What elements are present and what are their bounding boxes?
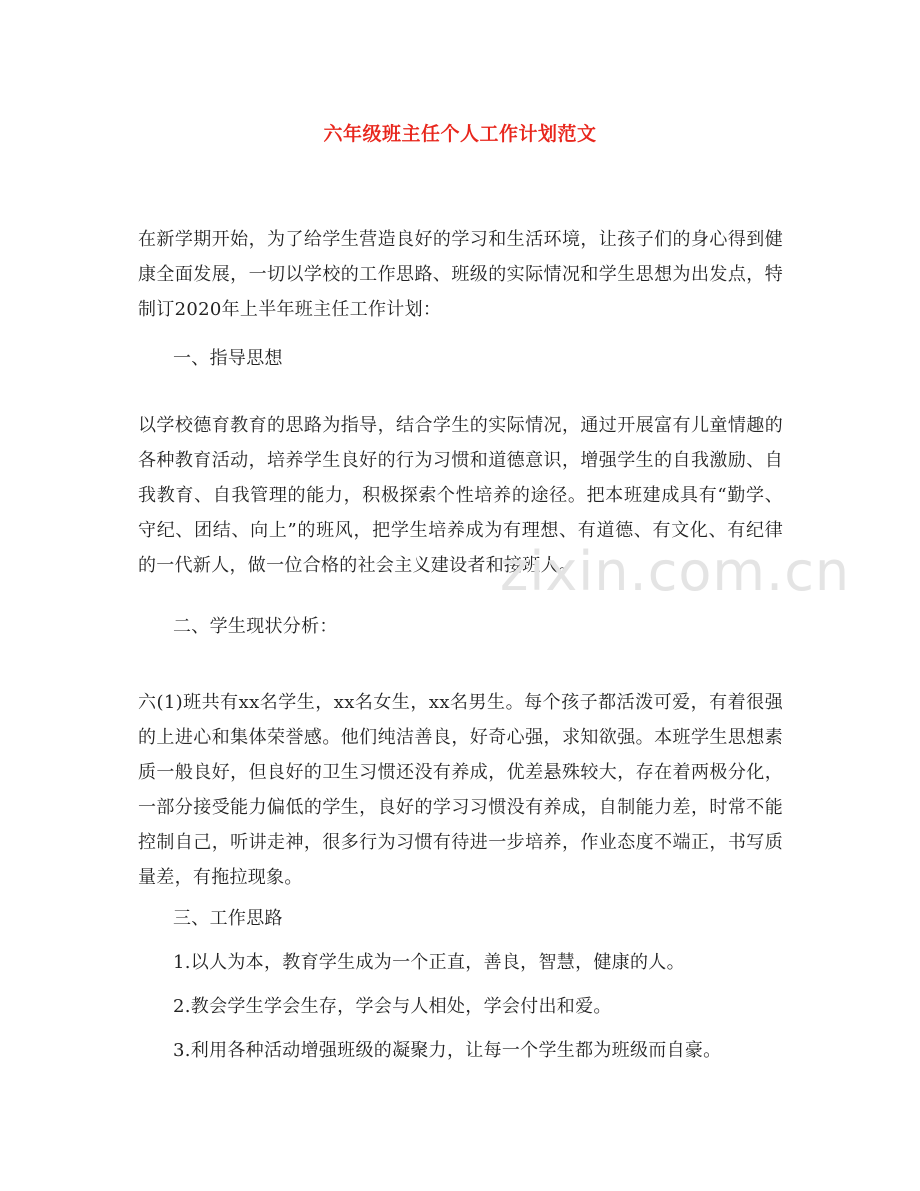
section3-heading: 三、工作思路 — [173, 908, 283, 929]
document-title: 六年级班主任个人工作计划范文 — [323, 123, 597, 145]
section2-paragraph: 六(1)班共有xx名学生，xx名女生，xx名男生。每个孩子都活泼可爱，有着很强的上进心和集体荣誉感。他们纯洁善良，好奇心强，求知欲强。本班学生思想素质一般良好，但良好的卫生习惯还没有养成，优差悬殊较大，存在着两极分化，一部分接受能力偏低的学生，良好的学习习惯没有养成，自制能力差，时常不能控制自己，听讲走神，很多行为习惯有待进一步培养，作业态度不端正，书写质量差，有拖拉现象。 — [138, 692, 783, 888]
section1-paragraph: 以学校德育教育的思路为指导，结合学生的实际情况，通过开展富有儿童情趣的各种教育活动，培养学生良好的行为习惯和道德意识，增强学生的自我激励、自我教育、自我管理的能力，积极探索个性培养的途径。把本班建成具有“勤学、守纪、团结、向上”的班风，把学生培养成为有理想、有道德、有文化、有纪律的一代新人，做一位合格的社会主义建设者和接班人。 — [138, 415, 783, 576]
section3-item-2: 2.教会学生学会生存，学会与人相处，学会付出和爱。 — [173, 996, 612, 1017]
section1-heading: 一、指导思想 — [173, 348, 283, 369]
section2-heading: 二、学生现状分析： — [173, 616, 338, 637]
section3-item-1: 1.以人为本，教育学生成为一个正直，善良，智慧，健康的人。 — [173, 952, 685, 973]
intro-paragraph: 在新学期开始，为了给学生营造良好的学习和生活环境，让孩子们的身心得到健康全面发展，一切以学校的工作思路、班级的实际情况和学生思想为出发点，特制订2020年上半年班主任工作计划： — [138, 229, 783, 320]
section3-item-3: 3.利用各种活动增强班级的凝聚力，让每一个学生都为班级而自豪。 — [173, 1040, 722, 1061]
watermark: zixin.com.cn — [500, 540, 851, 603]
